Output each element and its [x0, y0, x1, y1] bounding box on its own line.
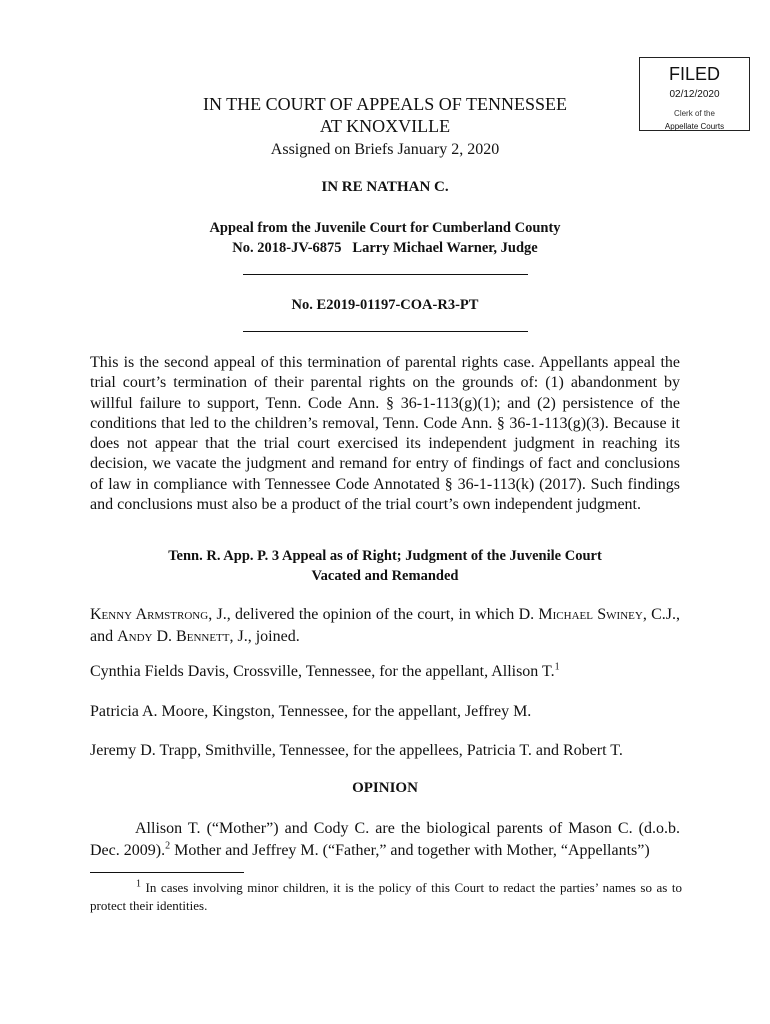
footnote-ref-1[interactable]: 1: [554, 661, 560, 673]
judge-swiney: D. Michael Swiney: [518, 606, 643, 623]
filed-label: FILED: [668, 64, 720, 84]
appeal-from: Appeal from the Juvenile Court for Cumberland County: [209, 220, 561, 236]
judge-bennett: Andy D. Bennett: [117, 628, 230, 645]
divider-top: [243, 274, 528, 275]
divider-bottom: [243, 331, 528, 332]
court-name: IN THE COURT OF APPEALS OF TENNESSEE: [203, 94, 567, 114]
summary-paragraph: This is the second appeal of this termination of parental rights case. Appellants appeal the trial court’s termination of their parental rights on the grounds of: (1) abandonment by willful failure to support, Tenn. Code Ann. § 36-1-113(g)(1); and (2) persistence of the conditions that led to the children’s removal, Tenn. Code Ann. § 36-1-113(g)(3). Because it does not appear that the trial court exercised its independent judgment in reaching its decision, we vacate the judgment and remand for entry of findings of fact and conclusions of law in compliance with Tennessee Code Annotated § 36-1-113(k) (2017). Such findings and conclusions must also be a product of the trial court’s own independent judgment.: [90, 354, 680, 514]
case-title: IN RE NATHAN C.: [321, 179, 449, 195]
footnote-ref-2[interactable]: 2: [165, 840, 171, 852]
docket-number: No. E2019-01197-COA-R3-PT: [291, 297, 479, 313]
courts-label: Appellate Courts: [664, 122, 725, 131]
counsel-father: Patricia A. Moore, Kingston, Tennessee, for the appellant, Jeffrey M.: [90, 703, 532, 720]
clerk-label: Clerk of the: [674, 109, 715, 118]
footnote-mark: 1: [136, 878, 141, 890]
counsel-appellees: Jeremy D. Trapp, Smithville, Tennessee, for the appellees, Patricia T. and Robert T.: [90, 742, 623, 759]
opinion-heading: OPINION: [352, 780, 418, 796]
authorship-paragraph: Kenny Armstrong, J., delivered the opinion of the court, in which D. Michael Swiney, C.J., and Andy D. Bennett, J., joined.: [90, 606, 680, 645]
court-location: AT KNOXVILLE: [319, 116, 451, 136]
counsel-mother: Cynthia Fields Davis, Crossville, Tennessee, for the appellant, Allison T.$^1$: [90, 661, 560, 680]
disposition-line-1: Tenn. R. App. P. 3 Appeal as of Right; Judgment of the Juvenile Court: [168, 548, 602, 564]
disposition-line-2: Vacated and Remanded: [311, 568, 459, 584]
assigned-date: Assigned on Briefs January 2, 2020: [270, 141, 500, 158]
footnote-divider: [90, 872, 244, 873]
footnote-1: $^1$ In cases involving minor children, it is the policy of this Court to redact the parties’ names so as to protect their identities.: [90, 878, 682, 913]
author-name: Kenny Armstrong: [90, 606, 209, 623]
trial-docket-judge: No. 2018-JV-6875 Larry Michael Warner, Judge: [232, 240, 538, 256]
filed-date: 02/12/2020: [669, 89, 720, 100]
opinion-paragraph: Allison T. (“Mother”) and Cody C. are the biological parents of Mason C. (d.o.b. Dec. 2009).$^2$ Mother and Jeffrey M. (“Father,” and together with Mother, “Appellants”): [90, 820, 680, 859]
